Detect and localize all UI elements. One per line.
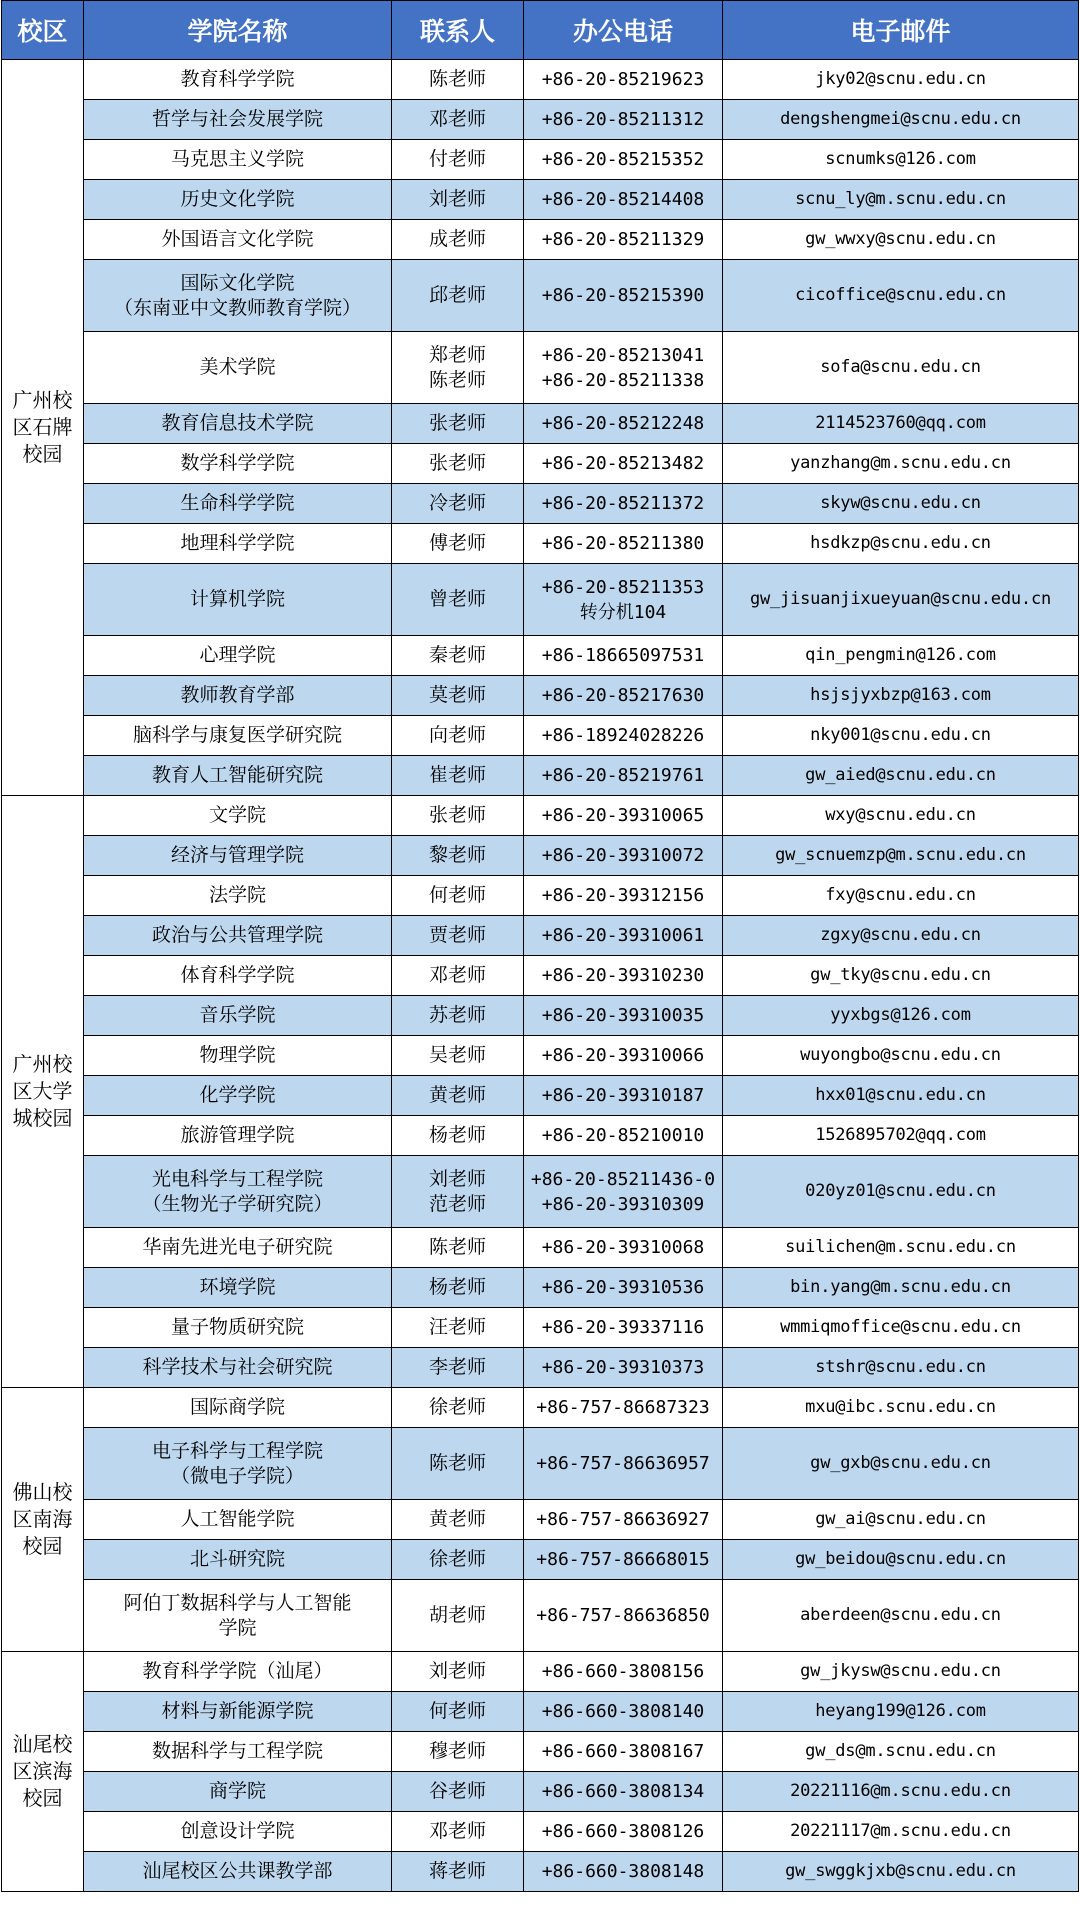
contact-person: 苏老师 <box>392 996 524 1036</box>
table-row <box>2 716 1079 756</box>
email-address: heyang199@126.com <box>723 1692 1079 1732</box>
email-address: zgxy@scnu.edu.cn <box>723 916 1079 956</box>
table-row <box>2 1076 1079 1116</box>
college-name: 材料与新能源学院 <box>84 1692 392 1732</box>
contact-person: 刘老师 <box>392 180 524 220</box>
office-phone: +86-20-39310065 <box>524 796 723 836</box>
email-address: gw_swggkjxb@scnu.edu.cn <box>723 1852 1079 1892</box>
college-name: 光电科学与工程学院 （生物光子学研究院） <box>84 1156 392 1228</box>
college-name: 华南先进光电子研究院 <box>84 1228 392 1268</box>
email-address: sofa@scnu.edu.cn <box>723 332 1079 404</box>
email-address: gw_beidou@scnu.edu.cn <box>723 1540 1079 1580</box>
table-row <box>2 1692 1079 1732</box>
email-address: fxy@scnu.edu.cn <box>723 876 1079 916</box>
college-name: 量子物质研究院 <box>84 1308 392 1348</box>
college-name: 马克思主义学院 <box>84 140 392 180</box>
table-row <box>2 1348 1079 1388</box>
contact-person: 徐老师 <box>392 1388 524 1428</box>
college-name: 历史文化学院 <box>84 180 392 220</box>
office-phone: +86-20-85213482 <box>524 444 723 484</box>
email-address: gw_ai@scnu.edu.cn <box>723 1500 1079 1540</box>
table-row <box>2 796 1079 836</box>
table-row <box>2 956 1079 996</box>
contact-person: 曾老师 <box>392 564 524 636</box>
office-phone: +86-660-3808134 <box>524 1772 723 1812</box>
college-name: 美术学院 <box>84 332 392 404</box>
office-phone: +86-20-39310035 <box>524 996 723 1036</box>
email-address: 020yz01@scnu.edu.cn <box>723 1156 1079 1228</box>
email-address: scnumks@126.com <box>723 140 1079 180</box>
email-address: 2114523760@qq.com <box>723 404 1079 444</box>
contact-person: 何老师 <box>392 876 524 916</box>
college-name: 创意设计学院 <box>84 1812 392 1852</box>
college-name: 心理学院 <box>84 636 392 676</box>
contact-person: 张老师 <box>392 796 524 836</box>
contact-person: 陈老师 <box>392 60 524 100</box>
college-name: 国际商学院 <box>84 1388 392 1428</box>
college-name: 科学技术与社会研究院 <box>84 1348 392 1388</box>
email-address: scnu_ly@m.scnu.edu.cn <box>723 180 1079 220</box>
table-row <box>2 1156 1079 1228</box>
office-phone: +86-660-3808167 <box>524 1732 723 1772</box>
contact-person: 郑老师 陈老师 <box>392 332 524 404</box>
contact-person: 贾老师 <box>392 916 524 956</box>
college-name: 脑科学与康复医学研究院 <box>84 716 392 756</box>
office-phone: +86-20-85211312 <box>524 100 723 140</box>
office-phone: +86-20-85214408 <box>524 180 723 220</box>
office-phone: +86-20-39312156 <box>524 876 723 916</box>
college-name: 教育信息技术学院 <box>84 404 392 444</box>
table-body <box>2 60 1079 1892</box>
contact-person: 汪老师 <box>392 1308 524 1348</box>
college-name: 经济与管理学院 <box>84 836 392 876</box>
college-name: 音乐学院 <box>84 996 392 1036</box>
email-address: hxx01@scnu.edu.cn <box>723 1076 1079 1116</box>
email-address: gw_gxb@scnu.edu.cn <box>723 1428 1079 1500</box>
college-name: 阿伯丁数据科学与人工智能 学院 <box>84 1580 392 1652</box>
office-phone: +86-20-39310536 <box>524 1268 723 1308</box>
office-phone: +86-20-85215352 <box>524 140 723 180</box>
office-phone: +86-20-85211380 <box>524 524 723 564</box>
email-address: gw_scnuemzp@m.scnu.edu.cn <box>723 836 1079 876</box>
office-phone: +86-20-85211329 <box>524 220 723 260</box>
contact-person: 黄老师 <box>392 1076 524 1116</box>
email-address: jky02@scnu.edu.cn <box>723 60 1079 100</box>
office-phone: +86-20-39310187 <box>524 1076 723 1116</box>
table-row <box>2 1308 1079 1348</box>
college-name: 法学院 <box>84 876 392 916</box>
college-name: 化学学院 <box>84 1076 392 1116</box>
email-address: aberdeen@scnu.edu.cn <box>723 1580 1079 1652</box>
table-row <box>2 404 1079 444</box>
contact-person: 崔老师 <box>392 756 524 796</box>
college-name: 国际文化学院 （东南亚中文教师教育学院） <box>84 260 392 332</box>
contact-person: 黄老师 <box>392 1500 524 1540</box>
email-address: bin.yang@m.scnu.edu.cn <box>723 1268 1079 1308</box>
college-name: 商学院 <box>84 1772 392 1812</box>
table-row <box>2 524 1079 564</box>
table-row <box>2 260 1079 332</box>
office-phone: +86-20-39310068 <box>524 1228 723 1268</box>
college-name: 地理科学学院 <box>84 524 392 564</box>
table-row <box>2 916 1079 956</box>
contact-person: 杨老师 <box>392 1116 524 1156</box>
header-email: 电子邮件 <box>723 1 1079 60</box>
campus-name: 汕尾校区滨海校园 <box>2 1652 84 1892</box>
table-row <box>2 1540 1079 1580</box>
table-row <box>2 484 1079 524</box>
contact-person: 徐老师 <box>392 1540 524 1580</box>
email-address: suilichen@m.scnu.edu.cn <box>723 1228 1079 1268</box>
table-row <box>2 332 1079 404</box>
table-row <box>2 836 1079 876</box>
college-name: 数学科学学院 <box>84 444 392 484</box>
table-row <box>2 1268 1079 1308</box>
college-name: 物理学院 <box>84 1036 392 1076</box>
college-name: 教育科学学院 <box>84 60 392 100</box>
office-phone: +86-660-3808148 <box>524 1852 723 1892</box>
office-phone: +86-20-85210010 <box>524 1116 723 1156</box>
office-phone: +86-18924028226 <box>524 716 723 756</box>
table-row <box>2 1580 1079 1652</box>
email-address: gw_wwxy@scnu.edu.cn <box>723 220 1079 260</box>
contact-person: 刘老师 范老师 <box>392 1156 524 1228</box>
office-phone: +86-20-85211353 转分机104 <box>524 564 723 636</box>
contact-person: 刘老师 <box>392 1652 524 1692</box>
table-row <box>2 676 1079 716</box>
header-college: 学院名称 <box>84 1 392 60</box>
email-address: 20221117@m.scnu.edu.cn <box>723 1812 1079 1852</box>
office-phone: +86-20-39310072 <box>524 836 723 876</box>
college-name: 政治与公共管理学院 <box>84 916 392 956</box>
college-name: 旅游管理学院 <box>84 1116 392 1156</box>
email-address: gw_aied@scnu.edu.cn <box>723 756 1079 796</box>
contact-person: 秦老师 <box>392 636 524 676</box>
contact-person: 陈老师 <box>392 1228 524 1268</box>
contact-person: 蒋老师 <box>392 1852 524 1892</box>
contact-person: 邱老师 <box>392 260 524 332</box>
contact-person: 穆老师 <box>392 1732 524 1772</box>
contacts-table <box>1 0 1079 1892</box>
contact-person: 张老师 <box>392 444 524 484</box>
email-address: wmmiqmoffice@scnu.edu.cn <box>723 1308 1079 1348</box>
contact-person: 向老师 <box>392 716 524 756</box>
office-phone: +86-660-3808126 <box>524 1812 723 1852</box>
campus-name: 佛山校区南海校园 <box>2 1388 84 1652</box>
college-name: 教育科学学院（汕尾） <box>84 1652 392 1692</box>
email-address: stshr@scnu.edu.cn <box>723 1348 1079 1388</box>
office-phone: +86-20-39337116 <box>524 1308 723 1348</box>
campus-name: 广州校区石牌校园 <box>2 60 84 796</box>
office-phone: +86-757-86636957 <box>524 1428 723 1500</box>
email-address: gw_jkysw@scnu.edu.cn <box>723 1652 1079 1692</box>
table-row <box>2 1852 1079 1892</box>
office-phone: +86-20-85219623 <box>524 60 723 100</box>
college-name: 北斗研究院 <box>84 1540 392 1580</box>
office-phone: +86-20-39310230 <box>524 956 723 996</box>
college-name: 教育人工智能研究院 <box>84 756 392 796</box>
contact-person: 成老师 <box>392 220 524 260</box>
contact-person: 邓老师 <box>392 100 524 140</box>
office-phone: +86-18665097531 <box>524 636 723 676</box>
email-address: wuyongbo@scnu.edu.cn <box>723 1036 1079 1076</box>
header-phone: 办公电话 <box>524 1 723 60</box>
email-address: yanzhang@m.scnu.edu.cn <box>723 444 1079 484</box>
table-row <box>2 1652 1079 1692</box>
email-address: yyxbgs@126.com <box>723 996 1079 1036</box>
college-name: 汕尾校区公共课教学部 <box>84 1852 392 1892</box>
office-phone: +86-20-85219761 <box>524 756 723 796</box>
table-row <box>2 1772 1079 1812</box>
table-row <box>2 1428 1079 1500</box>
table-row <box>2 60 1079 100</box>
table-row <box>2 1036 1079 1076</box>
email-address: nky001@scnu.edu.cn <box>723 716 1079 756</box>
table-row <box>2 564 1079 636</box>
email-address: 1526895702@qq.com <box>723 1116 1079 1156</box>
email-address: gw_jisuanjixueyuan@scnu.edu.cn <box>723 564 1079 636</box>
table-row <box>2 180 1079 220</box>
table-row <box>2 444 1079 484</box>
table-row <box>2 1388 1079 1428</box>
contact-person: 邓老师 <box>392 956 524 996</box>
table-row <box>2 140 1079 180</box>
email-address: dengshengmei@scnu.edu.cn <box>723 100 1079 140</box>
table-row <box>2 756 1079 796</box>
contact-person: 付老师 <box>392 140 524 180</box>
header-row <box>2 1 1079 60</box>
college-name: 教师教育学部 <box>84 676 392 716</box>
office-phone: +86-20-85213041 +86-20-85211338 <box>524 332 723 404</box>
table-row <box>2 100 1079 140</box>
table-row <box>2 1500 1079 1540</box>
contact-person: 邓老师 <box>392 1812 524 1852</box>
office-phone: +86-20-85215390 <box>524 260 723 332</box>
office-phone: +86-757-86636850 <box>524 1580 723 1652</box>
office-phone: +86-757-86668015 <box>524 1540 723 1580</box>
office-phone: +86-660-3808156 <box>524 1652 723 1692</box>
office-phone: +86-20-85217630 <box>524 676 723 716</box>
table-row <box>2 1732 1079 1772</box>
college-name: 人工智能学院 <box>84 1500 392 1540</box>
email-address: skyw@scnu.edu.cn <box>723 484 1079 524</box>
office-phone: +86-660-3808140 <box>524 1692 723 1732</box>
table-row <box>2 1812 1079 1852</box>
table-row <box>2 636 1079 676</box>
header-contact: 联系人 <box>392 1 524 60</box>
email-address: wxy@scnu.edu.cn <box>723 796 1079 836</box>
email-address: gw_tky@scnu.edu.cn <box>723 956 1079 996</box>
email-address: mxu@ibc.scnu.edu.cn <box>723 1388 1079 1428</box>
office-phone: +86-20-39310061 <box>524 916 723 956</box>
contact-person: 黎老师 <box>392 836 524 876</box>
office-phone: +86-757-86687323 <box>524 1388 723 1428</box>
contact-person: 张老师 <box>392 404 524 444</box>
table-row <box>2 1228 1079 1268</box>
contact-person: 谷老师 <box>392 1772 524 1812</box>
college-name: 外国语言文化学院 <box>84 220 392 260</box>
contact-person: 吴老师 <box>392 1036 524 1076</box>
email-address: hsjsjyxbzp@163.com <box>723 676 1079 716</box>
email-address: gw_ds@m.scnu.edu.cn <box>723 1732 1079 1772</box>
office-phone: +86-757-86636927 <box>524 1500 723 1540</box>
office-phone: +86-20-85212248 <box>524 404 723 444</box>
email-address: 20221116@m.scnu.edu.cn <box>723 1772 1079 1812</box>
college-name: 体育科学学院 <box>84 956 392 996</box>
college-name: 环境学院 <box>84 1268 392 1308</box>
college-name: 哲学与社会发展学院 <box>84 100 392 140</box>
contact-person: 傅老师 <box>392 524 524 564</box>
table-row <box>2 1116 1079 1156</box>
table-row <box>2 876 1079 916</box>
header-campus: 校区 <box>2 1 84 60</box>
office-phone: +86-20-85211372 <box>524 484 723 524</box>
college-name: 数据科学与工程学院 <box>84 1732 392 1772</box>
table-row <box>2 220 1079 260</box>
office-phone: +86-20-39310066 <box>524 1036 723 1076</box>
email-address: hsdkzp@scnu.edu.cn <box>723 524 1079 564</box>
contact-person: 杨老师 <box>392 1268 524 1308</box>
college-name: 生命科学学院 <box>84 484 392 524</box>
campus-name: 广州校区大学城校园 <box>2 796 84 1388</box>
contact-person: 陈老师 <box>392 1428 524 1500</box>
college-name: 文学院 <box>84 796 392 836</box>
email-address: cicoffice@scnu.edu.cn <box>723 260 1079 332</box>
college-name: 计算机学院 <box>84 564 392 636</box>
college-name: 电子科学与工程学院 （微电子学院） <box>84 1428 392 1500</box>
email-address: qin_pengmin@126.com <box>723 636 1079 676</box>
contact-person: 冷老师 <box>392 484 524 524</box>
contact-person: 何老师 <box>392 1692 524 1732</box>
office-phone: +86-20-85211436-0 +86-20-39310309 <box>524 1156 723 1228</box>
table-row <box>2 996 1079 1036</box>
contact-person: 李老师 <box>392 1348 524 1388</box>
contact-person: 莫老师 <box>392 676 524 716</box>
contact-person: 胡老师 <box>392 1580 524 1652</box>
office-phone: +86-20-39310373 <box>524 1348 723 1388</box>
